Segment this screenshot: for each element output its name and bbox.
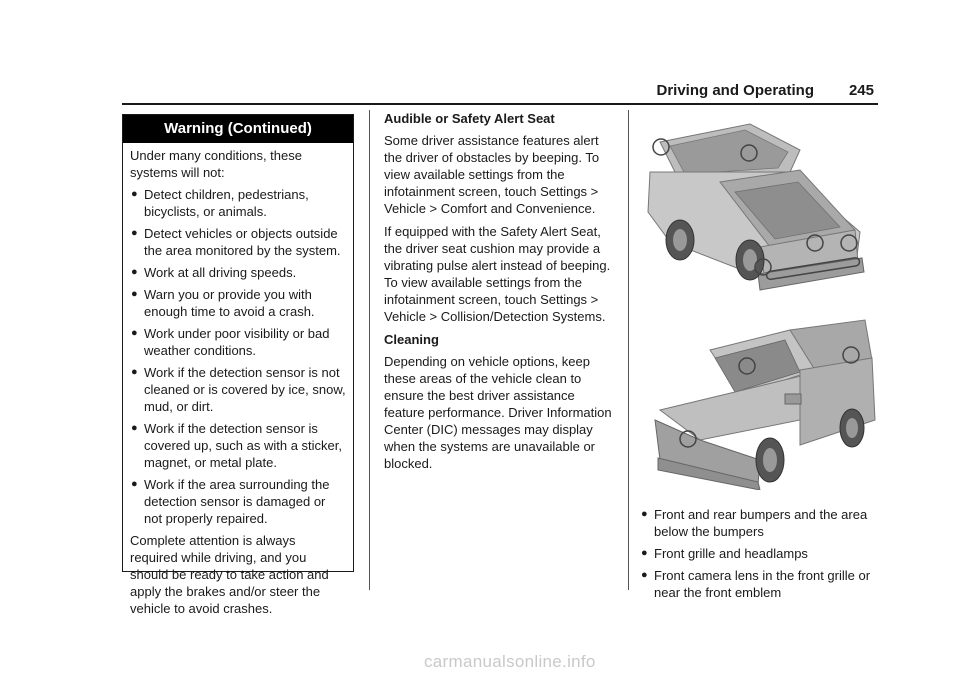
list-item: ● Work if the area surrounding the detection sensor is damaged or not properly repaired. bbox=[131, 477, 330, 526]
column-divider-right bbox=[628, 110, 629, 590]
list-item: ● Detect children, pedestrians, bicyclists, or animals. bbox=[131, 187, 309, 219]
cleaning-areas-list bbox=[640, 506, 880, 601]
list-item: ● Work under poor visibility or bad weather conditions. bbox=[131, 326, 330, 358]
page-header bbox=[122, 82, 878, 104]
bullet-icon: ● bbox=[641, 547, 648, 559]
bullet-icon: ● bbox=[641, 569, 648, 581]
right-column bbox=[640, 506, 880, 606]
list-item: ● Warn you or provide you with enough time to avoid a crash. bbox=[131, 287, 315, 319]
truck-front-illustration bbox=[640, 310, 880, 490]
bullet-icon: ● bbox=[131, 266, 138, 278]
list-item: ● Work if the detection sensor is not cleaned or is covered by ice, snow, mud, or dirt. bbox=[131, 365, 346, 414]
list-item: ● Work at all driving speeds. bbox=[131, 265, 297, 280]
warning-list bbox=[130, 186, 346, 527]
list-item: ● Front and rear bumpers and the area below the bumpers bbox=[641, 507, 868, 539]
list-item: ● Front camera lens in the front grille or near the front emblem bbox=[641, 568, 871, 600]
warning-closing: Complete attention is always required while driving, and you should be ready to take action and apply the brakes and/or steer the vehicle to avoid crashes. bbox=[130, 533, 329, 616]
bullet-icon: ● bbox=[131, 478, 138, 490]
bullet-icon: ● bbox=[641, 508, 648, 520]
warning-title: Warning (Continued) bbox=[123, 115, 353, 143]
bullet-icon: ● bbox=[131, 366, 138, 378]
list-item: ● Front grille and headlamps bbox=[641, 546, 808, 561]
bullet-icon: ● bbox=[131, 327, 138, 339]
page-number: 245 bbox=[848, 82, 874, 99]
middle-column bbox=[384, 110, 614, 478]
bullet-icon: ● bbox=[131, 422, 138, 434]
section-title: Driving and Operating bbox=[656, 82, 814, 99]
paragraph: Some driver assistance features alert the driver of obstacles by beeping. To view available settings from the infotainment screen, touch Settings > Vehicle > Comfort and Convenience. bbox=[384, 133, 600, 216]
bullet-icon: ● bbox=[131, 288, 138, 300]
bullet-icon: ● bbox=[131, 188, 138, 200]
bullet-icon: ● bbox=[131, 227, 138, 239]
paragraph: If equipped with the Safety Alert Seat, the driver seat cushion may provide a vibrating pulse alert instead of beeping. To view available settings from the infotainment screen, touch Settings > Vehicle > Collision/Detection Systems. bbox=[384, 224, 611, 324]
column-divider-left bbox=[369, 110, 370, 590]
heading-alert-seat: Audible or Safety Alert Seat bbox=[384, 111, 555, 126]
warning-intro: Under many conditions, these systems will not: bbox=[130, 148, 302, 180]
truck-rear-illustration bbox=[640, 112, 880, 297]
paragraph: Depending on vehicle options, keep these areas of the vehicle clean to ensure the best driver assistance feature performance. Driver Information Center (DIC) messages may display when the systems are unavailable or blocked. bbox=[384, 354, 612, 471]
warning-box bbox=[122, 114, 354, 616]
list-item: ● Work if the detection sensor is covered up, such as with a sticker, magnet, or metal plate. bbox=[131, 421, 342, 470]
heading-cleaning: Cleaning bbox=[384, 332, 439, 347]
list-item: ● Detect vehicles or objects outside the area monitored by the system. bbox=[131, 226, 341, 258]
watermark-footer: carmanualsonline.info bbox=[424, 652, 596, 671]
header-rule bbox=[122, 103, 878, 105]
